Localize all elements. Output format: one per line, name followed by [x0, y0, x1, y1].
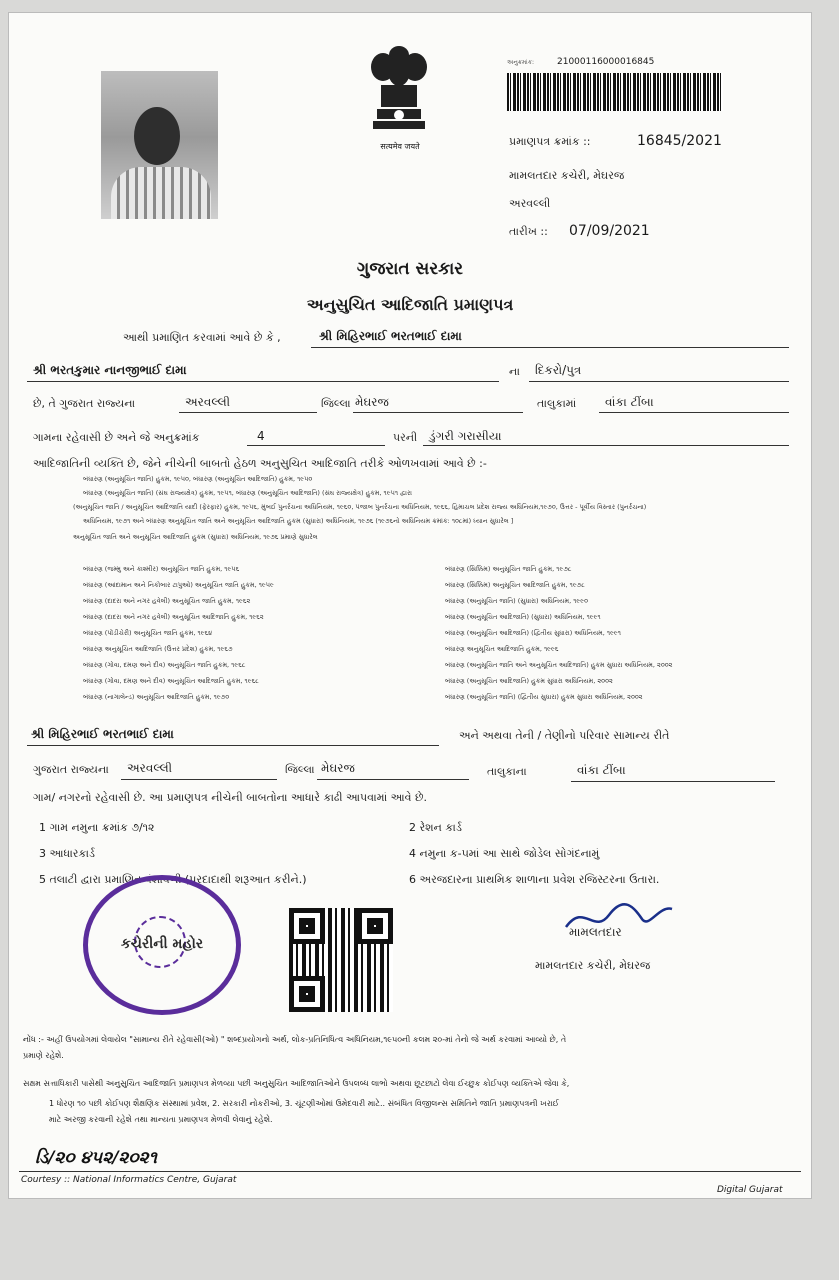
village-value: વાંકા ટીંબા — [605, 395, 654, 409]
barcode — [507, 73, 723, 111]
family-text: અને અથવા તેની / તેણીનો પરિવાર સામાન્ય રીતે — [459, 729, 670, 742]
certificate-title: અનુસુચિત આદિજાતિ પ્રમાણપત્ર — [306, 295, 514, 314]
emblem-motto: सत्यमेव जयते — [380, 142, 420, 151]
note-2: સક્ષમ સત્તાધિકારી પાસેથી અનુસુચિત આદિજાતિ પ્રમાણપત્ર મેળવ્યા પછી અનુસુચિત આદિજાતિઓને ઉપલબ્ધ લાભો અથવા છૂટછાટો લેવા ઈચ્છુક કોઈપણ વ્યક્તિએ જેવા કે, — [23, 1079, 570, 1088]
order-left: બંધારણ (જમ્મુ અને કાશ્મીર) અનુસૂચિત જાતિ હુકમ, ૧૯૫૬ — [83, 565, 240, 573]
signatory-office: મામલતદાર કચેરી, મેઘરજ — [535, 959, 651, 972]
order-left: બંધારણ (આંદામાન અને નિકોબાર ટાપુઓ) અનુસૂચિત જાતિ હુકમ, ૧૯૫૯ — [83, 581, 274, 589]
father-name: શ્રી ભરતકુમાર નાનજીભાઈ દામા — [33, 363, 187, 377]
office-seal — [83, 875, 241, 1015]
order-right: બંધારણ (અનુસૂચિત આદિજાતિ) (દ્વિતીય સુધારા) અધિનિયમ, ૧૯૯૧ — [445, 629, 621, 637]
note-4: માટે અરજી કરવાની રહેશે તથા માન્યતા પ્રમાણપત્ર મેળવી લેવાનું રહેશે. — [49, 1115, 273, 1124]
order-left: બંધારણ (ગોવા, દમણ અને દીવ) અનુસૂચિત આદિજાતિ હુકમ, ૧૯૬૮ — [83, 677, 259, 685]
issue-date: 07/09/2021 — [569, 223, 650, 239]
seal-text: કચેરીની મહોર — [120, 936, 204, 952]
national-emblem-icon — [359, 43, 439, 153]
order-top: અનુસૂચિત જાતિ અને અનુસૂચિત આદિજાતિ હુકમ (સુધારા) અધિનિયમ, ૧૯૭૬ પ્રમાણે સુધારેલ — [73, 533, 318, 541]
holder-name: શ્રી મિહિરભાઈ ભરતભાઈ દામા — [319, 329, 462, 343]
taluka-district-value: મેઘરજ — [355, 395, 389, 409]
certify-text: આથી પ્રમાણિત કરવામાં આવે છે કે , — [123, 331, 281, 344]
note-1b: પ્રમાણે રહેશે. — [23, 1051, 64, 1060]
relation: દિકરો/પુત્ર — [535, 363, 582, 377]
cert-no-label: પ્રમાણપત્ર ક્રમાંક :: — [509, 135, 591, 148]
order-right: બંધારણ (અનુસૂચિત જાતિ અને અનુસૂચિત આદિજાતિ) હુકમ સુધારા અધિનિયમ, ૨૦૦૨ — [445, 661, 673, 669]
family-taluka-label: તાલુકાના — [487, 765, 527, 778]
basis-item: 5 તલાટી દ્વારા પ્રમાણિત વંશાવળી (પરદાદાથી શરૂઆત કરીને.) — [39, 873, 307, 886]
footer-digital-gujarat: Digital Gujarat — [717, 1185, 783, 1195]
of-label-2: પરની — [393, 431, 418, 444]
government-title: ગુજરાત સરકાર — [356, 259, 464, 279]
order-right: બંધારણ (અનુસૂચિત જાતિ) (દ્વિતીય સુધારા) હુકમ સુધારા અધિનિયમ, ૨૦૦૨ — [445, 693, 643, 701]
state-label: છે, તે ગુજરાત રાજ્યના — [33, 397, 136, 410]
sequence-number: 4 — [257, 429, 265, 443]
of-label: ના — [509, 365, 520, 378]
taluka-label: તાલુકામાં — [537, 397, 577, 410]
order-left: બંધારણ (ગોવા, દમણ અને દીવ) અનુસૂચિત જાતિ હુકમ, ૧૯૬૮ — [83, 661, 246, 669]
family-holder-name: શ્રી મિહિરભાઈ ભરતભાઈ દામા — [31, 727, 174, 741]
date-label: તારીખ :: — [509, 225, 548, 238]
office-district: અરવલ્લી — [509, 197, 551, 210]
order-top: બંધારણ (અનુસૂચિત જાતિ) હુકમ, ૧૯૫૦, બંધારણ (અનુસૂચિત આદિજાતિ) હુકમ, ૧૯૫૦ — [83, 475, 313, 483]
serial-label: અનુક્રમાંક: — [507, 59, 534, 66]
applicant-photo — [101, 71, 218, 219]
handwritten-reference: ડિ/૨૦ ૪૫૨/૨૦૨૧ — [35, 1148, 157, 1168]
order-right: બંધારણ (અનુસૂચિત આદિજાતિ) (સુધારા) અધિનિયમ, ૧૯૯૧ — [445, 613, 601, 621]
signatory-title: મામલતદાર — [569, 925, 622, 939]
family-taluka-district: મેઘરજ — [321, 761, 355, 775]
order-top: (અનુસૂચિત જાતિ / અનુસૂચિત આદિજાતિ યાદી (ફેરફાર) હુકમ, ૧૯૫૬, મુંબઈ પુનર્રચના અધિનિયમ, ૧૯૬૦, પંજાબ પુનર્રચના અધિનિયમ, ૧૯૬૬, હિમાચલ પ્રદેશ રાજ્ય અધિનિયમ,૧૯૭૦, ઉત્તર - પૂર્વીય વિસ્તાર (પુનર્રચના) — [73, 503, 647, 511]
district-value: અરવલ્લી — [185, 395, 231, 409]
order-top: અધિનિયમ, ૧૯૭૧ અને બંધારણ અનુસૂચિત જાતિ અને અનુસૂચિત આદિજાતિ હુકમ (સુધારા) અધિનિયમ, ૧૯૭૬ (૧૯૭૬નો અધિનિયમ ક્રમાંક: ૧૦૮માં) ધ્યાન સુધારેલ ] — [83, 517, 514, 525]
order-left: બંધારણ અનુસૂચિત આદિજાતિ (ઉત્તર પ્રદેશ) હુકમ, ૧૯૬૭ — [83, 645, 233, 653]
order-left: બંધારણ (નાગાલેન્ડ) અનુસૂચિત આદિજાતિ હુકમ, ૧૯૭૦ — [83, 693, 230, 701]
family-resident-text: ગામ/ નગરનો રહેવાસી છે. આ પ્રમાણપત્ર નીચેની બાબતોના આધારે કાઢી આપવામાં આવે છે. — [33, 791, 428, 804]
order-right: બંધારણ (અનુસૂચિત આદિજાતિ) હુકમ સુધારા અધિનિયમ, ૨૦૦૨ — [445, 677, 613, 685]
basis-item: 2 રેશન કાર્ડ — [409, 821, 462, 834]
qr-code — [289, 908, 393, 1012]
family-state-label: ગુજરાત રાજ્યના — [33, 763, 109, 776]
tribe-name: ડુંગરી ગરાસીયા — [429, 429, 502, 443]
footer-courtesy: Courtesy :: National Informatics Centre, Gujarat — [21, 1175, 237, 1185]
order-left: બંધારણ (દાદરા અને નગર હવેલી) અનુસૂચિત આદિજાતિ હુકમ, ૧૯૬૨ — [83, 613, 264, 621]
office-name: મામલતદાર કચેરી, મેઘરજ — [509, 169, 625, 182]
order-left: બંધારણ (પોંડીચેરી) અનુસૂચિત જાતિ હુકમ, ૧૯૬૪ — [83, 629, 213, 637]
order-left: બંધારણ (દાદરા અને નગર હવેલી) અનુસૂચિત જાતિ હુકમ, ૧૯૬૨ — [83, 597, 251, 605]
note-1: નોંધ :- અહીં ઉપયોગમાં લેવાયેલ "સામાન્ય રીતે રહેવાસી(ઓ) " શબ્દપ્રયોગનો અર્થ, લોક-પ્રતિનિધિત્વ અધિનિયમ,૧૯૫૦ની કલમ ૨૦-માં તેનો જે અર્થ કરવામાં આવ્યો છે, તે — [23, 1035, 567, 1044]
family-district: અરવલ્લી — [127, 761, 173, 775]
family-district-label: જિલ્લા — [285, 763, 315, 776]
order-right: બંધારણ અનુસૂચિત આદિજાતિ હુકમ, ૧૯૯૬ — [445, 645, 559, 653]
order-top: બંધારણ (અનુસૂચિત જાતિ) (સંઘ રાજ્યક્ષેત્ર) હુકમ, ૧૯૫૧, બંધારણ (અનુસૂચિત આદિજાતિ) (સંઘ રાજ્યક્ષેત્ર) હુકમ, ૧૯૫૧ દ્વારા — [83, 489, 412, 497]
cert-no: 16845/2021 — [637, 133, 722, 149]
basis-item: 4 નમુના ક-૫માં આ સાથે જોડેલ સોગંદનામું — [409, 847, 600, 860]
district-label: જિલ્લા — [321, 397, 351, 410]
resident-label: ગામના રહેવાસી છે અને જે અનુક્રમાંક — [33, 431, 200, 444]
tribe-description: આદિજાતિની વ્યક્તિ છે, જેને નીચેની બાબતો હેઠળ અનુસુચિત આદિજાતિ તરીકે ઓળખવામાં આવે છે :- — [33, 457, 487, 470]
family-village: વાંકા ટીંબા — [577, 763, 626, 777]
order-right: બંધારણ (સિક્કિમ) અનુસૂચિત આદિજાતિ હુકમ, ૧૯૭૮ — [445, 581, 585, 589]
note-3: 1 ધોરણ ૧૦ પછી કોઈપણ શૈક્ષણિક સંસ્થામાં પ્રવેશ, 2. સરકારી નોકરીઓ, 3. ચૂંટણીઓમાં ઉમેદવારી માટે.. સંબંધિત વિજીલન્સ સમિતિને જાતિ પ્રમાણપત્રની ખરાઈ — [49, 1099, 559, 1108]
basis-item: 6 અરજદારના પ્રાથમિક શાળાના પ્રવેશ રજિસ્ટરના ઉતારા. — [409, 873, 660, 886]
order-right: બંધારણ (સિક્કિમ) અનુસૂચિત જાતિ હુકમ, ૧૯૭૮ — [445, 565, 572, 573]
serial-number: 21000116000016845 — [557, 57, 655, 67]
basis-item: 3 આધારકાર્ડ — [39, 847, 95, 860]
basis-item: 1 ગામ નમુના ક્રમાંક ૭/૧૨ — [39, 821, 155, 834]
certificate-page — [8, 12, 812, 1199]
order-right: બંધારણ (અનુસૂચિત જાતિ) (સુધારા) અધિનિયમ, ૧૯૯૦ — [445, 597, 588, 605]
